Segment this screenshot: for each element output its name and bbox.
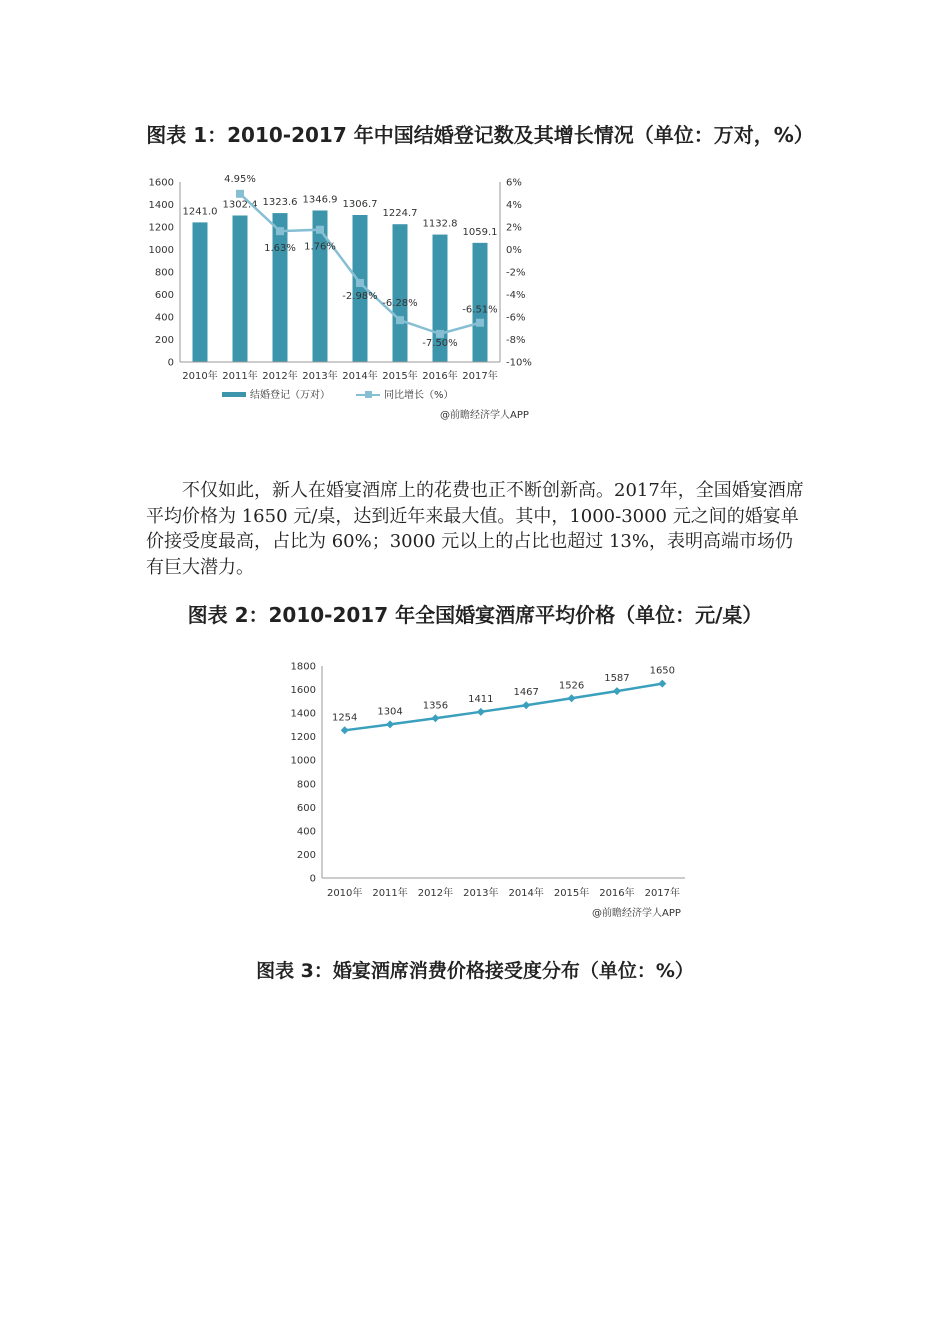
price-point: [386, 720, 394, 728]
chart1-source: @前瞻经济学人APP: [440, 410, 529, 421]
growth-point: [276, 227, 284, 235]
growth-point: [436, 330, 444, 338]
growth-label: -6.51%: [462, 304, 498, 316]
y-tick: 800: [296, 779, 316, 791]
x-tick: 2017年: [644, 888, 681, 899]
chart3-title: 图表 3：婚宴酒席消费价格接受度分布（单位：%）: [256, 960, 694, 982]
x-tick: 2014年: [342, 371, 378, 382]
y-left-tick: 1000: [148, 245, 174, 256]
x-tick: 2013年: [302, 371, 338, 382]
y-left-tick: 800: [154, 267, 174, 279]
chart1-marriage-registrations: [130, 172, 550, 432]
price-label: 1304: [377, 706, 403, 718]
price-point: [522, 701, 530, 709]
price-label: 1467: [513, 687, 539, 699]
price-point: [341, 726, 349, 734]
growth-label: -2.98%: [342, 291, 378, 303]
y-right-tick: 2%: [506, 222, 522, 234]
x-tick: 2011年: [372, 888, 408, 899]
y-right-tick: -2%: [506, 267, 526, 279]
x-tick: 2012年: [417, 888, 454, 899]
x-tick: 2017年: [462, 371, 498, 382]
bar: [473, 243, 488, 362]
y-tick: 1600: [290, 685, 316, 697]
y-tick: 1800: [290, 661, 316, 673]
growth-label: -7.50%: [422, 337, 458, 349]
y-right-tick: 0%: [506, 245, 522, 256]
x-tick: 2012年: [262, 371, 298, 382]
price-point: [431, 714, 439, 722]
price-label: 1356: [422, 700, 449, 712]
x-tick: 2014年: [508, 888, 544, 899]
y-tick: 1000: [290, 755, 316, 767]
chart2-title: 图表 2：2010-2017 年全国婚宴酒席平均价格（单位：元/桌）: [187, 603, 763, 627]
y-left-tick: 1200: [148, 222, 174, 234]
growth-point: [476, 319, 484, 327]
y-left-tick: 1400: [148, 200, 174, 211]
y-tick: 0: [309, 873, 316, 885]
bar-label: 1323.6: [262, 197, 298, 209]
bar: [393, 224, 408, 362]
legend-line-marker: [365, 391, 372, 398]
x-tick: 2010年: [326, 888, 363, 899]
y-left-tick: 400: [154, 312, 174, 324]
y-tick: 200: [296, 849, 316, 861]
growth-point: [316, 226, 324, 234]
price-point: [568, 694, 576, 702]
price-point: [658, 680, 666, 688]
price-label: 1650: [649, 665, 676, 677]
chart2-source: @前瞻经济学人APP: [592, 908, 681, 919]
chart1-title: 图表 1：2010-2017 年中国结婚登记数及其增长情况（单位：万对，%）: [146, 123, 814, 147]
bar: [273, 213, 288, 362]
y-tick: 1400: [290, 708, 316, 720]
growth-label: -6.28%: [382, 298, 418, 310]
legend-line-label: 同比增长（%）: [384, 390, 454, 401]
x-tick: 2011年: [222, 371, 258, 382]
price-label: 1411: [468, 693, 494, 705]
legend-bar-swatch: [222, 392, 246, 397]
x-tick: 2015年: [382, 371, 418, 382]
legend-bar-label: 结婚登记（万对）: [250, 390, 330, 401]
y-tick: 400: [296, 826, 316, 838]
bar-label: 1346.9: [302, 194, 338, 206]
price-label: 1526: [558, 680, 585, 692]
y-tick: 1200: [290, 732, 316, 744]
growth-label: 1.76%: [304, 241, 336, 253]
body-paragraph: 不仅如此，新人在婚宴酒席上的花费也正不断创新高。2017年，全国婚宴酒席平均价格为 1650 元/桌，达到近年来最大值。其中，1000-3000 元之间的婚宴单价接受度最高，占比为 60%；3000 元以上的占比也超过 13%，表明高端市场仍有巨大潜力。: [146, 480, 804, 578]
y-right-tick: -10%: [506, 357, 532, 369]
bar-label: 1224.7: [382, 208, 418, 220]
y-right-tick: -8%: [506, 335, 526, 346]
y-right-tick: 4%: [506, 200, 522, 211]
bar-label: 1059.1: [462, 226, 498, 238]
bar-label: 1302.4: [222, 199, 258, 211]
x-tick: 2010年: [182, 371, 218, 382]
chart2-banquet-price: [280, 652, 710, 927]
bar-label: 1241.0: [182, 206, 218, 218]
bar: [193, 222, 208, 362]
y-right-tick: -4%: [506, 290, 526, 301]
y-left-tick: 1600: [148, 177, 174, 189]
price-label: 1254: [331, 712, 358, 724]
price-point: [477, 708, 485, 716]
y-tick: 600: [296, 802, 316, 814]
growth-point: [356, 279, 364, 287]
y-left-tick: 0: [167, 357, 174, 369]
x-tick: 2013年: [463, 888, 499, 899]
price-point: [613, 687, 621, 695]
price-label: 1587: [604, 673, 630, 685]
bar: [233, 215, 248, 362]
x-tick: 2016年: [422, 371, 458, 382]
growth-label: 4.95%: [224, 173, 256, 185]
y-left-tick: 600: [154, 290, 174, 301]
y-left-tick: 200: [154, 335, 174, 346]
y-right-tick: 6%: [506, 177, 522, 189]
bar-label: 1132.8: [422, 218, 458, 230]
x-tick: 2015年: [553, 888, 590, 899]
growth-point: [236, 190, 244, 198]
growth-label: 1.63%: [264, 243, 296, 255]
growth-point: [396, 316, 404, 324]
y-right-tick: -6%: [506, 312, 526, 324]
x-tick: 2016年: [599, 888, 635, 899]
bar-label: 1306.7: [342, 198, 378, 210]
